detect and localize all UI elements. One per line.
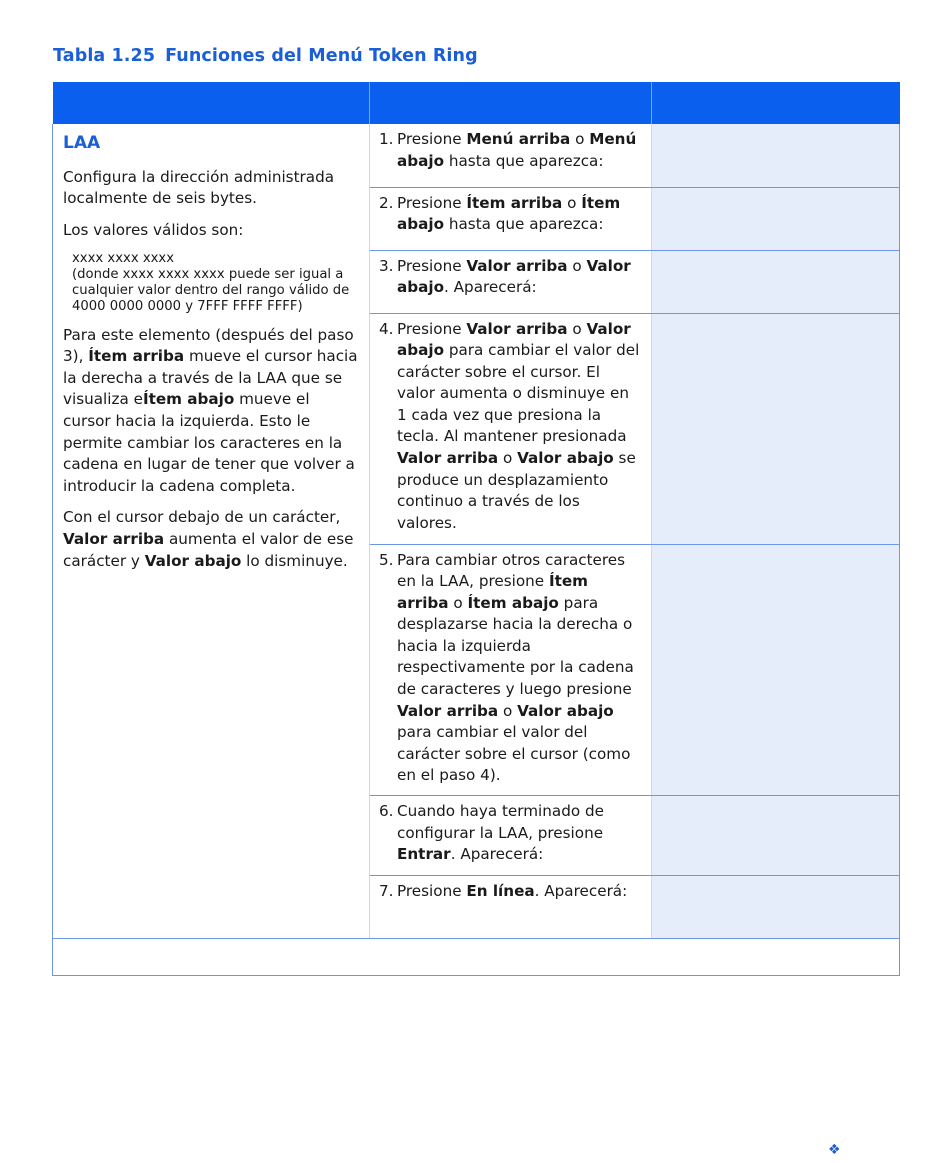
text-run: . Aparecerá: [534, 882, 628, 901]
key-name: Ítem abajo [467, 593, 559, 612]
step-number: 4. [379, 319, 394, 338]
text-run: Con el cursor debajo de un carácter, [63, 508, 341, 527]
step-cell [370, 124, 652, 187]
step-cell [370, 187, 652, 250]
step-number: 5. [379, 550, 394, 569]
display-screen-cell [652, 313, 900, 544]
step-number: 3. [379, 256, 394, 275]
laa-heading: LAA [63, 133, 101, 153]
display-screen-cell [652, 876, 900, 939]
step-number: 2. [379, 193, 394, 212]
text-run: para desplazarse hacia la derecha o hacia la izquierda respectivamente por la cadena de caracteres y luego presione [397, 593, 634, 699]
laa-description-cell [53, 124, 370, 939]
display-screen-cell [652, 544, 900, 796]
step-2 [379, 193, 641, 236]
header-cell-procedure [370, 82, 652, 124]
step-1 [379, 129, 641, 172]
key-name: Valor arriba [397, 701, 499, 720]
text-run: . Aparecerá: [450, 845, 544, 864]
text-run: hasta que aparezca: [444, 215, 604, 234]
text-run: o [498, 449, 518, 468]
valid-values-format: xxxx xxxx xxxx [72, 251, 175, 267]
key-name: Entrar [397, 845, 451, 864]
text-run: aumenta el valor de ese carácter y [63, 529, 354, 570]
step-text [397, 193, 641, 236]
key-name: Valor abajo [397, 319, 631, 360]
step-3 [379, 256, 641, 299]
valid-values-label: Los valores válidos son: [63, 220, 244, 239]
text-run: Presione [397, 256, 467, 275]
text-run: lo disminuye. [241, 551, 348, 570]
step-6 [379, 801, 641, 866]
key-item-down: Ítem abajo [142, 390, 235, 409]
cursor-movement-paragraph [63, 325, 359, 498]
text-run: Para este elemento (después del paso 3), [63, 325, 354, 366]
text-run: mueve el cursor hacia la derecha a través de la LAA que se visualiza e [63, 347, 358, 409]
page-end-bullet-icon: ❖ [828, 1142, 841, 1158]
table-caption [53, 46, 478, 66]
token-ring-menu-table [52, 82, 900, 976]
text-run: . Aparecerá: [444, 278, 537, 297]
text-run: o [567, 256, 587, 275]
key-value-up: Valor arriba [63, 529, 165, 548]
step-cell [370, 250, 652, 313]
text-run: o [498, 701, 518, 720]
key-name: Ítem arriba [466, 193, 563, 212]
text-run: para cambiar el valor del carácter sobre el cursor. El valor aumenta o disminuye en 1 cada vez que presiona la tecla. Al mantener presionada [397, 341, 640, 446]
key-name: Valor abajo [397, 256, 631, 297]
display-screen-cell [652, 796, 900, 876]
step-number: 7. [379, 882, 394, 901]
key-name: Valor abajo [517, 701, 614, 720]
text-run: Presione [397, 193, 467, 212]
key-name: Ítem arriba [397, 572, 588, 612]
key-name: Menú abajo [397, 130, 637, 170]
step-number: 1. [379, 130, 394, 148]
header-cell-display [652, 82, 900, 124]
value-change-paragraph [63, 507, 359, 572]
display-screen-cell [652, 124, 900, 187]
text-run: hasta que aparezca: [444, 151, 604, 170]
step-text [397, 801, 641, 866]
display-screen-cell [652, 250, 900, 313]
step-cell [370, 544, 652, 796]
key-value-down: Valor abajo [144, 551, 242, 570]
text-run: o [448, 593, 468, 612]
step-text [397, 129, 641, 172]
text-run: Presione [397, 882, 467, 901]
step-number: 6. [379, 802, 394, 821]
step-cell [370, 876, 652, 939]
text-run: Presione [397, 319, 467, 338]
text-run: para cambiar el valor del carácter sobre el cursor (como en el paso 4). [397, 723, 631, 785]
text-run: se produce un desplazamiento continuo a través de los valores. [397, 449, 636, 532]
step-text [397, 550, 641, 788]
key-name: Menú arriba [466, 130, 571, 148]
key-name: Valor abajo [517, 449, 614, 468]
valid-values-block [72, 251, 359, 314]
table-title: Funciones del Menú Token Ring [165, 46, 478, 66]
step-text [397, 881, 641, 903]
key-name: En línea [466, 882, 535, 901]
text-run: mueve el cursor hacia la izquierda. Esto le permite cambiar los caracteres en la cadena en lugar de tener que volver a introducir la cadena completa. [63, 390, 355, 495]
step-4 [379, 319, 641, 535]
key-name: Ítem abajo [397, 193, 621, 234]
display-screen-cell [652, 187, 900, 250]
table-header-row [53, 82, 900, 124]
header-cell-function [53, 82, 370, 124]
step-cell [370, 313, 652, 544]
key-name: Valor arriba [466, 319, 568, 338]
step-text [397, 256, 641, 299]
step-text [397, 319, 641, 535]
laa-description: Configura la dirección administrada localmente de seis bytes. [63, 167, 335, 208]
step-5 [379, 550, 641, 788]
table-footer-cell [53, 939, 900, 976]
text-run: o [570, 130, 590, 148]
key-name: Valor arriba [466, 256, 568, 275]
text-run: Cuando haya terminado de configurar la LAA, presione [397, 802, 604, 842]
text-run: Presione [397, 130, 467, 148]
table-footer-row [53, 939, 900, 976]
text-run: Para cambiar otros caracteres en la LAA, presione [397, 550, 626, 591]
text-run: o [567, 319, 587, 338]
step-7 [379, 881, 641, 903]
table-number: Tabla 1.25 [53, 46, 156, 66]
valid-values-range: (donde xxxx xxxx xxxx puede ser igual a cualquier valor dentro del rango válido de 4000 0000 0000 y 7FFF FFFF FFFF) [72, 267, 350, 314]
text-run: o [562, 193, 582, 212]
key-name: Valor arriba [397, 449, 499, 468]
key-item-up: Ítem arriba [88, 347, 185, 366]
step-cell [370, 796, 652, 876]
